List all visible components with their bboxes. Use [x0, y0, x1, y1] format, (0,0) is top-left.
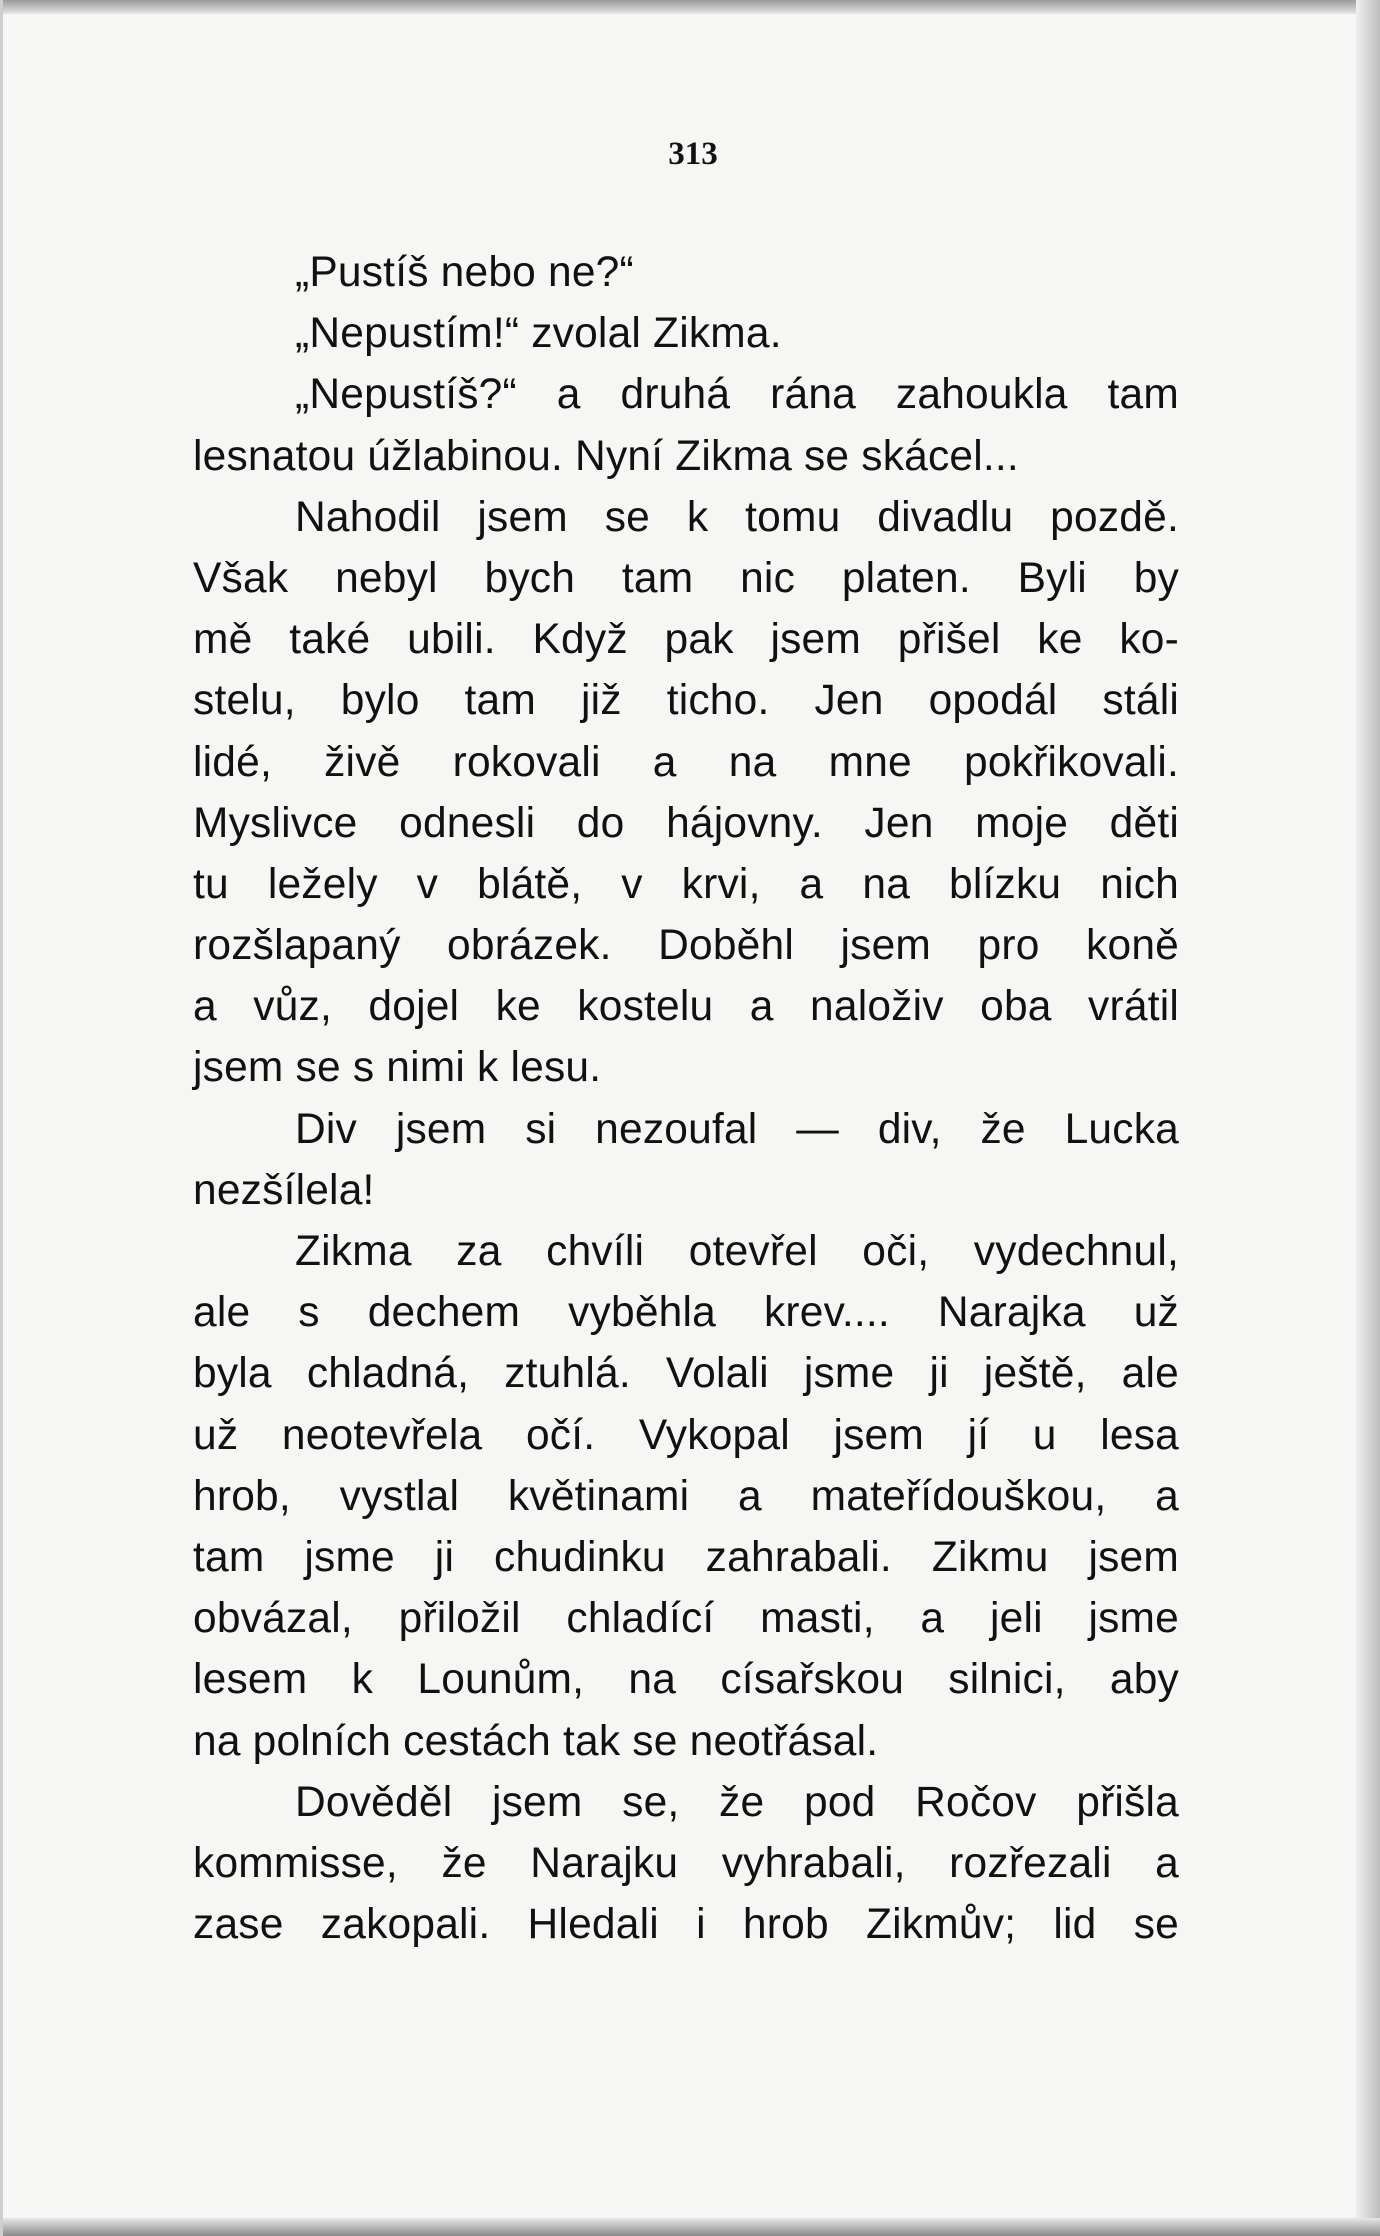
text-line: Div jsem si nezoufal — div, že Lucka: [295, 1105, 1179, 1153]
text-line: Dověděl jsem se, že pod Ročov přišla: [295, 1778, 1179, 1826]
text-line: mě také ubili. Když pak jsem přišel ke ko-: [193, 616, 1179, 664]
text-line: hrob, vystlal květinami a mateřídouškou, a: [193, 1472, 1179, 1520]
page-top-edge: [3, 0, 1380, 14]
text-line: nezšílela!: [193, 1166, 375, 1214]
text-line: tu ležely v blátě, v krvi, a na blízku nich: [193, 860, 1179, 908]
text-line: Zikma za chvíli otevřel oči, vydechnul,: [295, 1228, 1179, 1275]
page-bottom-edge: [3, 2218, 1380, 2236]
text-line: zase zakopali. Hledali i hrob Zikmův; lid se: [193, 1901, 1179, 1949]
page-number: 313: [668, 136, 718, 172]
text-line: lidé, živě rokovali a na mne pokřikovali.: [193, 738, 1179, 786]
page-right-edge: [1356, 0, 1380, 2236]
text-line: „Nepustíš?“ a druhá rána zahoukla tam: [295, 371, 1179, 419]
text-line: na polních cestách tak se neotřásal.: [193, 1717, 879, 1765]
body-text: [193, 242, 1179, 1955]
text-line: jsem se s nimi k lesu.: [193, 1044, 602, 1092]
text-line: „Pustíš nebo ne?“: [295, 249, 634, 296]
text-line: Však nebyl bych tam nic platen. Byli by: [193, 554, 1179, 602]
text-line: ale s dechem vyběhla krev.... Narajka už: [193, 1289, 1179, 1337]
text-line: lesnatou úžlabinou. Nyní Zikma se skácel...: [193, 432, 1019, 480]
text-line: „Nepustím!“ zvolal Zikma.: [295, 310, 782, 358]
text-line: stelu, bylo tam již ticho. Jen opodál stáli: [193, 677, 1179, 725]
text-line: a vůz, dojel ke kostelu a naloživ oba vrátil: [193, 983, 1179, 1031]
text-line: tam jsme ji chudinku zahrabali. Zikmu jsem: [193, 1533, 1179, 1581]
text-line: lesem k Lounům, na císařskou silnici, aby: [193, 1656, 1179, 1704]
text-line: Myslivce odnesli do hájovny. Jen moje děti: [193, 799, 1179, 847]
text-line: už neotevřela očí. Vykopal jsem jí u lesa: [193, 1411, 1179, 1459]
text-line: obvázal, přiložil chladící masti, a jeli jsme: [193, 1595, 1179, 1643]
text-line: rozšlapaný obrázek. Doběhl jsem pro koně: [193, 922, 1179, 970]
text-line: byla chladná, ztuhlá. Volali jsme ji ještě, ale: [193, 1350, 1179, 1398]
text-line: kommisse, že Narajku vyhrabali, rozřezali a: [193, 1839, 1179, 1887]
text-line: Nahodil jsem se k tomu divadlu pozdě.: [295, 493, 1179, 541]
